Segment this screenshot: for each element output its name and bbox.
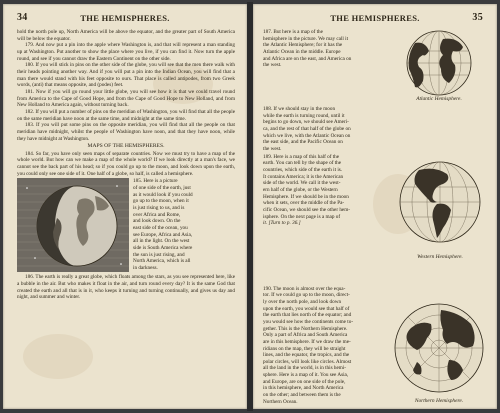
text-line: sphere. Here is a map of it. You see Asia, xyxy=(263,372,349,379)
text-line: the west. xyxy=(263,145,282,152)
text-line: the west. xyxy=(263,62,282,69)
text-line: when it sets, over the middle of the Pa- xyxy=(263,200,345,207)
paragraph-188 xyxy=(263,106,387,153)
page-body xyxy=(263,29,487,405)
text-line: as it would look if you could xyxy=(133,191,193,198)
paragraph-190 xyxy=(263,286,387,406)
text-line: side is South America where xyxy=(133,245,193,251)
western-hemisphere-map xyxy=(393,158,487,250)
text-line: ridians on the map, they will be straight xyxy=(263,345,346,352)
paragraph: 181. Now if you will go round your little globe, you will see how it is that we could travel round from America to the Cape of Good Hope, and from the Cape of Good Hope to New Holland, and from New Holland to America again, without turning back. xyxy=(17,88,235,109)
running-head: THE HEMISPHERES. xyxy=(80,13,170,23)
text-line: ly over the north pole, and look down xyxy=(263,298,342,305)
text-line: 187. But here is a map of the xyxy=(263,29,323,35)
text-line: and Europe, are on one side of the pole, xyxy=(263,378,346,385)
text-line: ern half of the globe, or the Western xyxy=(263,186,338,193)
text-line: It contains America; it is the American xyxy=(263,173,344,180)
block-189 xyxy=(263,154,487,264)
text-line: side of the world. We call it the west- xyxy=(263,180,341,187)
right-page xyxy=(253,4,497,409)
text-line: the east side, and the Pacific Ocean on xyxy=(263,139,343,146)
text-line: go up to the moon, when it xyxy=(133,198,189,205)
text-line: you would see how the continents come to- xyxy=(263,318,354,325)
text-line: the earth that lies north of the equator; and xyxy=(263,312,352,319)
text-line: in this hemisphere, and North America xyxy=(263,385,344,392)
atlantic-caption: Atlantic Hemisphere. xyxy=(416,96,462,102)
text-line: earth. You can tell by the shape of the xyxy=(263,160,342,167)
text-line: 190. The moon is almost over the equa- xyxy=(263,285,346,292)
page-header xyxy=(267,12,483,26)
paragraph: hold the north pole up, North America will be above the equator, and the greater part of South America will be below the equator. xyxy=(17,29,235,42)
text-line: upon the earth, you would see that half of xyxy=(263,305,350,312)
block-190 xyxy=(263,286,487,409)
paragraph: 179. And now put a pin into the apple where Washington is, and that will represent a man standing up at Washington. Put another to show the place where you live, if you can find it. Now turn the apple round, and see if you cannot draw the Eastern Continent on the other side. xyxy=(17,42,235,62)
text-line: east side of the ocean, you xyxy=(133,225,188,232)
text-line: polar circles, will look like circles. Almost xyxy=(263,358,352,365)
paragraph-187 xyxy=(263,29,387,69)
left-page xyxy=(3,4,247,409)
text-line: the Atlantic Hemisphere; for it has the xyxy=(263,42,343,49)
text-line: of one side of the earth, just xyxy=(133,185,191,192)
text-line: it. [Turn to p. 36.] xyxy=(263,220,301,227)
text-line: 189. Here is a map of this half of the xyxy=(263,153,340,160)
text-line: in darkness. xyxy=(133,264,158,271)
text-line: 185. Here is a picture xyxy=(133,178,178,185)
page-number: 34 xyxy=(17,12,28,23)
paragraph: 180. If you will stick in pins on the other side of the globe, you will see that the men there walk with their heads pointing another way. And if you will put a pin into the Indian Ocean, you will find that a man there would stand with his feet opposite to ours. That place is called antipodes, from two Greek words, (anti) that means opposite, and (podes) feet. xyxy=(17,62,235,89)
page-body xyxy=(17,29,235,401)
running-head: THE HEMISPHERES. xyxy=(330,13,420,23)
text-line: begins to go down, we should see Ameri- xyxy=(263,119,349,126)
paragraph: 186. The earth is really a great globe, which floats among the stars, as you see represented here, like a bubble in the air. But who makes it float in the air, and turn round every day? It is the same God that created the earth and all that is in it, who keeps it turning and turning continually, and gives us day and night, and summer and winter. xyxy=(17,274,235,301)
page-number: 35 xyxy=(472,12,483,23)
text-line: see Europe, Africa and Asia, xyxy=(133,231,193,238)
text-line: Only a part of Africa and South America xyxy=(263,332,348,339)
paragraph-185 xyxy=(133,178,235,271)
text-line: 188. If we should stay in the moon xyxy=(263,106,336,112)
text-line: all in the light. On the west xyxy=(133,238,190,245)
text-line: and look down. On the xyxy=(133,218,181,225)
text-line: Hemisphere. If we should be in the moon xyxy=(263,193,349,200)
section-title: MAPS OF THE HEMISPHERES. xyxy=(87,143,165,150)
earth-in-space-illustration xyxy=(17,178,129,272)
page-header xyxy=(17,12,233,26)
text-line: countries, which side of the earth it is. xyxy=(263,166,343,173)
text-line: Atlantic Ocean in the middle. Europe xyxy=(263,48,341,55)
text-line: hemisphere in the picture. We may call it xyxy=(263,35,349,42)
text-line: lines, and the equator, the tropics, and the xyxy=(263,352,350,359)
atlantic-hemisphere-map xyxy=(391,29,487,101)
northern-hemisphere-map xyxy=(391,300,487,396)
text-line: isphere. On the next page is a map of xyxy=(263,213,341,220)
text-line: Northern Ocean. xyxy=(263,398,298,405)
paragraph-189 xyxy=(263,154,387,227)
text-line: which we live, with the Atlantic Ocean on xyxy=(263,132,351,139)
text-line: and Africa are on the east, and America on xyxy=(263,55,352,62)
figure-block xyxy=(17,178,235,274)
text-line: the sun is just rising, and xyxy=(133,251,185,258)
text-line: are in this hemisphere. If we draw the me- xyxy=(263,338,351,345)
text-line: cific Ocean, we should see the other hem- xyxy=(263,206,350,213)
text-line: all the land in the world, is in this hemi- xyxy=(263,365,346,372)
paragraph: 182. If you will put a number of pins on the meridian of Washington, you will find that all the people on the same meridian have noon at the same time, and midnight at the same time. xyxy=(17,108,235,122)
block-187 xyxy=(263,29,487,106)
text-line: is just rising to us, and is xyxy=(133,205,185,212)
paragraph: 184. So far, you have only seen maps of separate countries. Now we must try to have a map of the whole world. But how can we make a map of the whole world? If we look directly at a man's face, we cannot see the back part of his head; so if you could go up to the moon, and look down upon the earth, you could only see one side of it. One half of a globe, so half, is called a hemisphere. xyxy=(17,150,235,177)
text-line: on the other; and between them is the xyxy=(263,392,341,399)
text-line: over Africa and Rome, xyxy=(133,211,181,218)
paragraph: 183. If you will put some pins on the opposite meridian, you will find that all the people on that meridian have midnight, whilst the people of Washington have noon, and that they have noon, while they have midnight at Washington. xyxy=(17,122,235,142)
text-line: gether. This is the Northern Hemisphere. xyxy=(263,325,348,332)
text-line: while the earth is turning round, until it xyxy=(263,112,345,119)
northern-caption: Northern Hemisphere. xyxy=(414,397,464,404)
text-line: tor. If we could go up to the moon, direct- xyxy=(263,292,350,299)
western-caption: Western Hemisphere. xyxy=(417,253,463,260)
text-line: ca, and the rest of that half of the globe on xyxy=(263,125,351,132)
text-line: North America, which is all xyxy=(133,258,191,265)
